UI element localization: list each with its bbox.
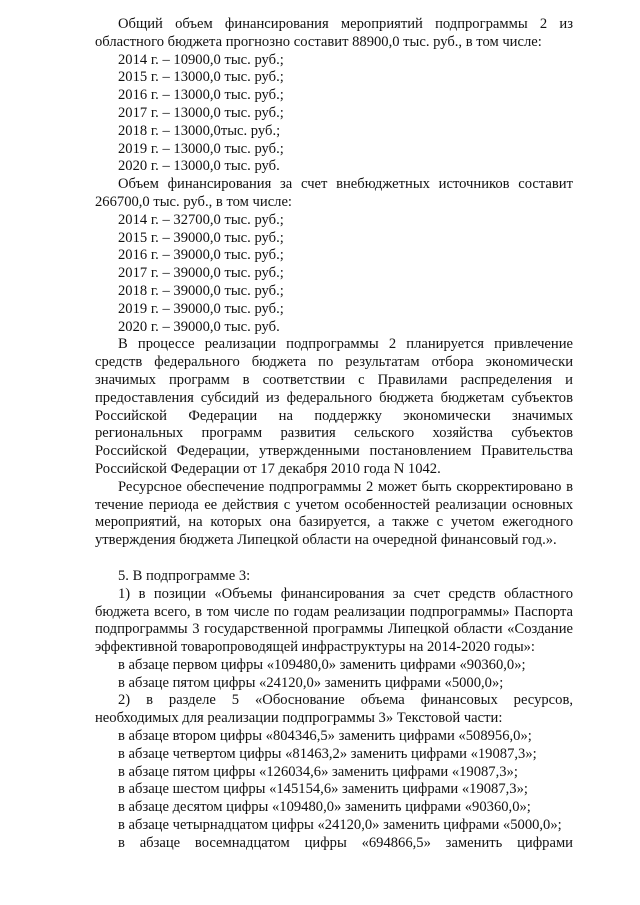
year-line: 2020 г. – 13000,0 тыс. руб. bbox=[118, 158, 280, 175]
year-line: 2015 г. – 39000,0 тыс. руб.; bbox=[118, 229, 284, 246]
amendment-line: в абзаце десятом цифры «109480,0» заменить цифрами «90360,0»; bbox=[118, 799, 531, 816]
year-line: 2020 г. – 39000,0 тыс. руб. bbox=[118, 318, 280, 335]
financing-extrabudgetary-paragraph: Объем финансирования за счет внебюджетных источников составит 266700,0 тыс. руб., в том числе: bbox=[95, 176, 573, 210]
year-line: 2019 г. – 13000,0 тыс. руб.; bbox=[118, 140, 284, 157]
year-line: 2015 г. – 13000,0 тыс. руб.; bbox=[118, 69, 284, 86]
year-line: 2016 г. – 13000,0 тыс. руб.; bbox=[118, 87, 284, 104]
year-line: 2018 г. – 13000,0тыс. руб.; bbox=[118, 122, 281, 139]
section-5-item-2: 2) в разделе 5 «Обоснование объема финансовых ресурсов, необходимых для реализации подпрограммы 3» Текстовой части: bbox=[95, 692, 573, 727]
year-line: 2017 г. – 13000,0 тыс. руб.; bbox=[118, 104, 284, 121]
year-line: 2016 г. – 39000,0 тыс. руб.; bbox=[118, 247, 284, 264]
amendment-line: в абзаце втором цифры «804346,5» заменить цифрами «508956,0»; bbox=[118, 728, 532, 745]
paragraph-gap bbox=[95, 550, 573, 568]
federal-funds-paragraph: В процессе реализации подпрограммы 2 планируется привлечение средств федерального бюджета по результатам отбора экономически значимых программ в соответствии с Правилами распределения и предоставления субсидий из федерального бюджета бюджетам субъектов Российской Федерации на поддержку экономически значимых региональных программ развития сельского хозяйства субъектов Российской Федерации, утвержденными постановлением Правительства Российской Федерации от 17 декабря 2010 года N 1042. bbox=[95, 336, 573, 477]
amendment-line: в абзаце четвертом цифры «81463,2» заменить цифрами «19087,3»; bbox=[118, 745, 537, 762]
amendment-line: в абзаце пятом цифры «24120,0» заменить цифрами «5000,0»; bbox=[118, 674, 504, 691]
section-5-heading: 5. В подпрограмме 3: bbox=[118, 567, 251, 584]
year-line: 2018 г. – 39000,0 тыс. руб.; bbox=[118, 282, 284, 299]
amendment-line: в абзаце первом цифры «109480,0» заменить цифрами «90360,0»; bbox=[118, 656, 526, 673]
resource-provision-paragraph: Ресурсное обеспечение подпрограммы 2 может быть скорректировано в течение периода ее действия с учетом особенностей реализации основных мероприятий, на которых она базируется, а также с учетом ежегодного утверждения бюджета Липецкой области на очередной финансовый год.». bbox=[95, 478, 573, 549]
amendment-line: в абзаце четырнадцатом цифры «24120,0» заменить цифрами «5000,0»; bbox=[118, 817, 562, 834]
year-line: 2019 г. – 39000,0 тыс. руб.; bbox=[118, 300, 284, 317]
document-body bbox=[95, 16, 573, 853]
amendment-line-continued: в абзаце восемнадцатом цифры «694866,5» заменить цифрами bbox=[118, 834, 573, 851]
year-line: 2017 г. – 39000,0 тыс. руб.; bbox=[118, 265, 284, 282]
section-5-item-1: 1) в позиции «Объемы финансирования за счет средств областного бюджета всего, в том числе по годам реализации подпрограммы» Паспорта подпрограммы 3 государственной программы Липецкой области «Создание эффективной товаропроводящей инфраструктуры на 2014-2020 годы»: bbox=[95, 585, 573, 656]
amendment-line: в абзаце шестом цифры «145154,6» заменить цифрами «19087,3»; bbox=[118, 781, 528, 798]
year-line: 2014 г. – 32700,0 тыс. руб.; bbox=[118, 211, 284, 228]
amendment-line: в абзаце пятом цифры «126034,6» заменить цифрами «19087,3»; bbox=[118, 763, 518, 780]
financing-regional-paragraph: Общий объем финансирования мероприятий подпрограммы 2 из областного бюджета прогнозно составит 88900,0 тыс. руб., в том числе: bbox=[95, 16, 573, 50]
year-line: 2014 г. – 10900,0 тыс. руб.; bbox=[118, 51, 284, 68]
